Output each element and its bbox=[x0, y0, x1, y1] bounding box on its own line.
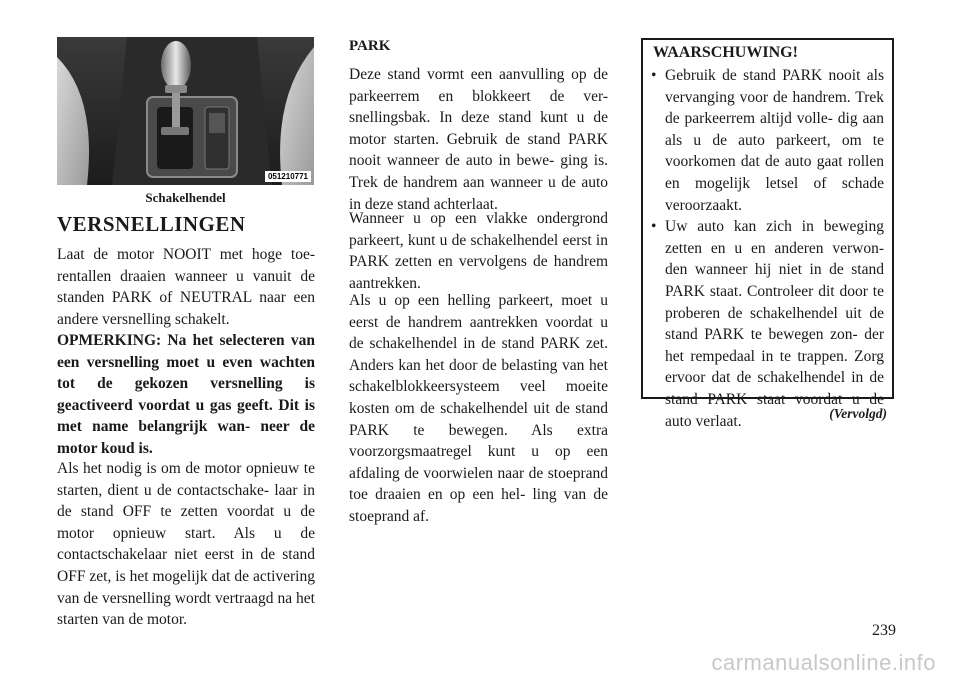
page-number: 239 bbox=[872, 622, 896, 639]
bullet-icon: • bbox=[651, 218, 657, 236]
col1-note: OPMERKING: Na het selecteren van een versnelling moet u even wachten tot de gekozen versnelling is geactiveerd voordat u gas geeft. Dit is met name belangrijk wan- neer de motor koud is. bbox=[57, 332, 315, 457]
col1-paragraph-2: Als het nodig is om de motor opnieuw te starten, dient u de contactschake- laar in de stand OFF te zetten voordat u de motor opnieuw start. Als u de contactschakelaar niet eerst in de stand OFF zet, is het mogelijk dat de activering van de versnelling wordt vertraagd na het starten van de motor. bbox=[57, 460, 315, 629]
col1-paragraph-1: Laat de motor NOOIT met hoge toe- rentallen draaien wanneer u vanuit de standen PARK of NEUTRAL naar een andere versnelling schakelt. bbox=[57, 246, 315, 328]
warning-title: WAARSCHUWING! bbox=[653, 44, 798, 61]
continued-label: (Vervolgd) bbox=[829, 406, 887, 421]
gear-shift-illustration bbox=[57, 37, 314, 185]
bullet-icon: • bbox=[651, 67, 657, 84]
park-subheading: PARK bbox=[349, 38, 391, 54]
gear-shift-photo bbox=[57, 37, 314, 185]
warning-item-text: Uw auto kan zich in beweging zetten en u en anderen verwon- den wanneer hij niet in de stand PARK staat. Controleer dit door te proberen de schakelhendel uit de stand PARK te bewegen zon- der het rempedaal in te trappen. Zorg ervoor dat de schakelhendel in de stand PARK staat voordat u de auto verlaat. bbox=[665, 218, 884, 430]
warning-item bbox=[651, 65, 884, 216]
col2-paragraph-2: Wanneer u op een vlakke ondergrond parkeert, kunt u de schakelhendel eerst in PARK zetten en vervolgens de handrem aantrekken. bbox=[349, 210, 608, 292]
col2-paragraph-3: Als u op een helling parkeert, moet u eerst de handrem aantrekken voordat u de schakelhendel in de stand PARK zet. Anders kan het door de belasting van het schakelblokkeersysteem veel moeite kosten om de schakelhendel uit de stand PARK te bewegen. Als extra voorzorgsmaatregel kunt u op een afdaling de voorwielen naar de stoeprand toe draaien en op een hel- ling van de stoeprand af. bbox=[349, 292, 608, 525]
figure-code: 051210771 bbox=[265, 171, 311, 182]
warning-item bbox=[651, 216, 884, 432]
watermark: carmanualsonline.info bbox=[711, 650, 936, 675]
warning-item-text: Gebruik de stand PARK nooit als vervanging voor de handrem. Trek de parkeerrem altijd volle- dig aan als u de auto parkeert, om te voorkomen dat de auto gaat rollen en mogelijk letsel of schade veroorzaakt. bbox=[665, 67, 884, 214]
figure-caption: Schakelhendel bbox=[145, 190, 226, 205]
section-heading: VERSNELLINGEN bbox=[57, 212, 246, 236]
col2-paragraph-1: Deze stand vormt een aanvulling op de parkeerrem en blokkeert de ver- snellingsbak. In deze stand kunt u de motor starten. Gebruik de stand PARK nooit wanneer de auto in bewe- ging is. Trek de handrem aan wanneer u de auto in deze stand achterlaat. bbox=[349, 66, 608, 213]
